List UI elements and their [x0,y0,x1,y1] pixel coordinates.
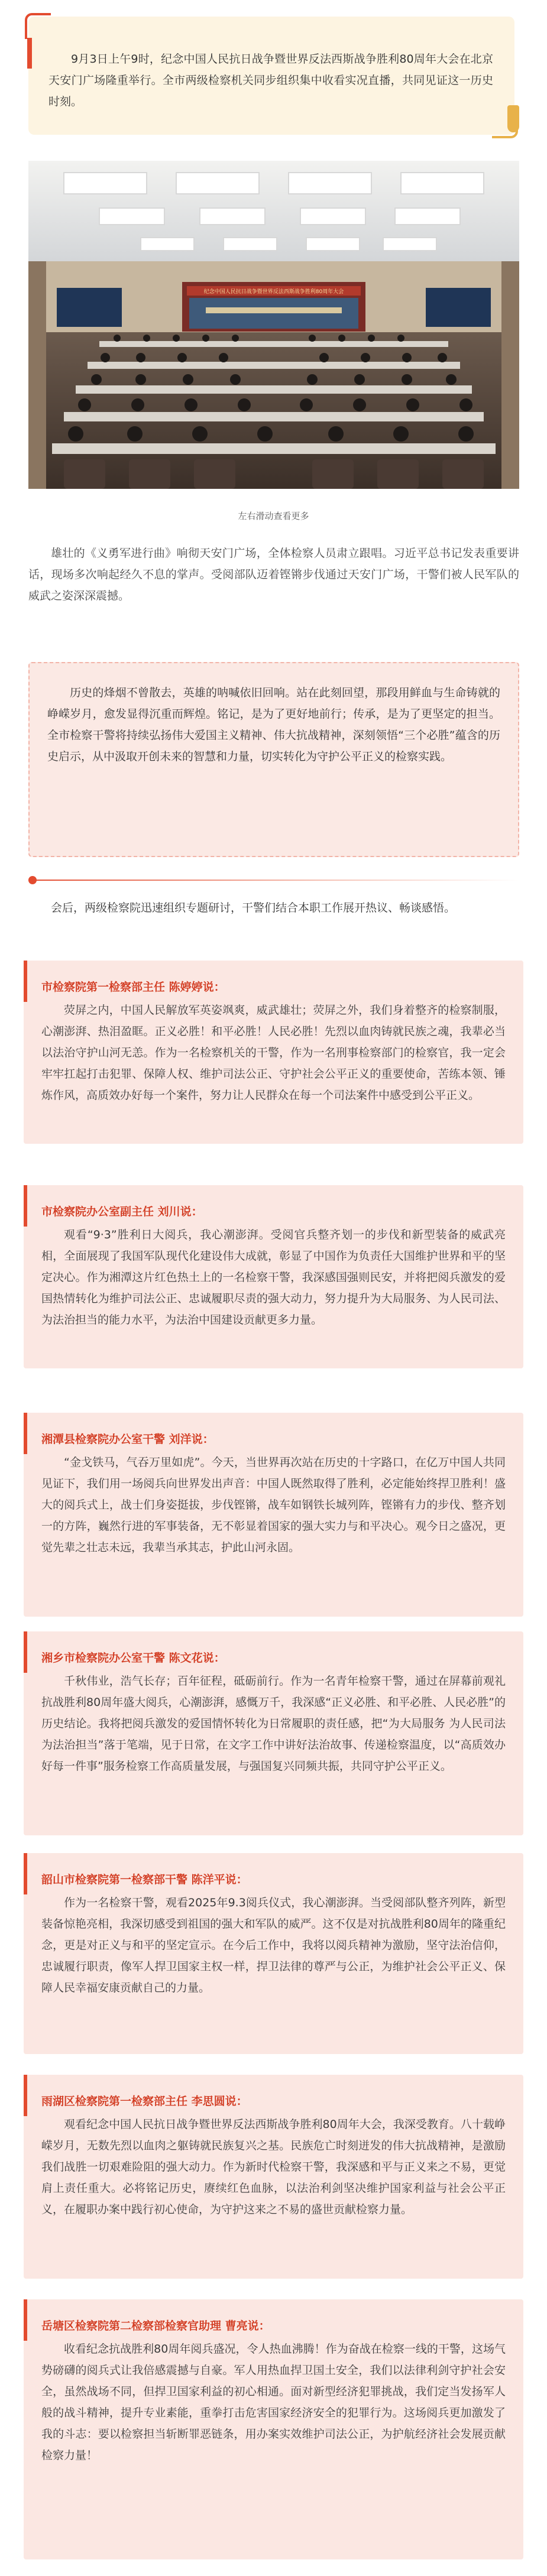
speaker-text: 荧屏之内，中国人民解放军英姿飒爽，威武雄壮；荧屏之外，我们身着整齐的检察制服，心潮澎湃、热泪盈眶。正义必胜！和平必胜！人民必胜！先烈以血肉铸就民族之魂，我辈必当以法治守护山河无恙。作为一名检察机关的干警，作为一名刑事检察部门的检察官，我一定会牢牢扛起打击犯罪、保障人权、维护司法公正、守护社会公平正义的重要使命，苦练本领、锤炼作风，高质效办好每一个案件，努力让人民群众在每一个司法案件中感受到公平正义。 [41,1004,506,1102]
speaker-text: “金戈铁马，气吞万里如虎”。今天，当世界再次站在历史的十字路口，在亿万中国人共同见证下，我们用一场阅兵向世界发出声音：中国人既然取得了胜利，必定能始终捍卫胜利！盛大的阅兵式上，战士们身姿挺拔，步伐铿锵，战车如钢铁长城列阵，铿锵有力的步伐、整齐划一的方阵，巍然行进的军事装备，无不彰显着国家的强大实力与和平决心。观今日之盛况，更觉先辈之壮志未远，我辈当承其志，护此山河永固。 [41,1456,506,1554]
intro-text: 9月3日上午9时，纪念中国人民抗日战争暨世界反法西斯战争胜利80周年大会在北京天安门广场隆重举行。全市两级检察机关同步组织集中收看实况直播，共同见证这一历史时刻。 [48,53,493,108]
speaker-text: 观看纪念中国人民抗日战争暨世界反法西斯战争胜利80周年大会，我深受教育。八十载峥嵘岁月，无数先烈以血肉之躯铸就民族复兴之基。民族危亡时刻迸发的伟大抗战精神，是激励我们战胜一切艰难险阻的强大动力。作为新时代检察干警，我深感和平与正义来之不易，更觉肩上责任重大。必将铭记历史，赓续红色血脉，以法治利剑坚决维护国家利益与社会公平正义，在履职办案中践行初心使命，为守护这来之不易的盛世贡献检察力量。 [41,2118,506,2216]
decorative-corner [492,112,518,138]
speaker-title: 市检察院办公室副主任 刘川说： [41,1205,203,1218]
after-meeting-text: 会后，两级检察院迅速组织专题研讨，干警们结合本职工作展开热议、畅谈感悟。 [51,901,456,914]
speaker-card [24,2075,523,2279]
speaker-card [24,1185,523,1368]
speaker-text: 千秋伟业，浩气长存；百年征程，砥砺前行。作为一名青年检察干警，通过在屏幕前观礼抗战胜利80周年盛大阅兵，心潮澎湃，感慨万千，我深感“正义必胜、和平必胜、人民必胜”的历史结论。我将把阅兵激发的爱国情怀转化为日常履职的责任感，把“为大局服务 为人民司法 为法治担当”落于笔端，见于日常，在文字工作中讲好法治故事、传递检察温度，以“高质效办好每一件事”服务检察工作高质量发展，与强国复兴同频共振，共同守护公平正义。 [41,1675,506,1773]
after-meeting-paragraph [28,897,519,919]
divider-dot [28,876,37,884]
screen-banner: 纪念中国人民抗日战争暨世界反法西斯战争胜利80周年大会 [203,289,344,295]
speaker-card [24,961,523,1144]
speaker-title: 韶山市检察院第一检察部干警 陈洋平说： [41,1873,248,1886]
speaker-title: 岳塘区检察院第二检察部检察官助理 曹亮说： [41,2319,270,2332]
meeting-photo[interactable] [28,161,519,489]
anthem-paragraph [28,543,519,606]
photo-caption: 左右滑动查看更多 [238,511,309,521]
speaker-title: 雨湖区检察院第一检察部主任 李思圆说： [41,2095,248,2108]
speaker-card [24,2299,523,2559]
speaker-title: 市检察院第一检察部主任 陈婷婷说： [41,981,225,994]
intro-card [28,17,514,135]
speaker-card [24,1631,523,1835]
speaker-card [24,1413,523,1617]
speaker-text: 收看纪念抗战胜利80周年阅兵盛况，令人热血沸腾！作为奋战在检察一线的干警，这场气势磅礴的阅兵式让我倍感震撼与自豪。军人用热血捍卫国土安全，我们以法律利剑守护社会安全，虽然战场不同，但捍卫国家利益的初心相通。面对新型经济犯罪挑战，我们定当发扬军人般的战斗精神，提升专业素能，重拳打击危害国家经济安全的犯罪行为。这场阅兵更加激发了我的斗志：要以检察担当斩断罪恶链条，用办案实效维护司法公正，为护航经济社会发展贡献检察力量！ [41,2343,506,2462]
decorative-corner [25,13,51,39]
speaker-text: 作为一名检察干警，观看2025年9.3阅兵仪式，我心潮澎湃。当受阅部队整齐列阵，新型装备惊艳亮相，我深切感受到祖国的强大和军队的威严。这不仅是对抗战胜利80周年的隆重纪念，更是对正义与和平的坚定宣示。在今后工作中，我将以阅兵精神为激励，坚守法治信仰，忠诚履行职责，像军人捍卫国家主权一样，捍卫法律的尊严与公正，为维护社会公平正义、保障人民幸福安康贡献自己的力量。 [41,1896,506,1994]
anthem-text: 雄壮的《义勇军进行曲》响彻天安门广场，全体检察人员肃立跟唱。习近平总书记发表重要讲话，现场多次响起经久不息的掌声。受阅部队迈着铿锵步伐通过天安门广场，干警们被人民军队的威武之姿深深震撼。 [28,547,519,602]
decorative-ribbon [27,38,32,69]
speaker-title: 湘潭县检察院办公室干警 刘洋说： [41,1433,214,1446]
speaker-card [24,1853,523,2054]
reflection-text: 历史的烽烟不曾散去，英雄的呐喊依旧回响。站在此刻回望，那段用鲜血与生命铸就的峥嵘岁月，愈发显得沉重而辉煌。铭记，是为了更好地前行；传承，是为了更坚定的担当。全市检察干警将持续弘扬伟大爱国主义精神、伟大抗战精神，深刻领悟“三个必胜”蕴含的历史启示，从中汲取开创未来的智慧和力量，切实转化为守护公平正义的检察实践。 [47,686,500,763]
section-divider [28,880,519,881]
meeting-room-illustration [28,161,519,489]
reflection-card [28,662,519,857]
speaker-title: 湘乡市检察院办公室干警 陈文花说： [41,1652,225,1665]
speaker-text: 观看“9·3”胜利日大阅兵，我心潮澎湃。受阅官兵整齐划一的步伐和新型装备的威武亮相，全面展现了我国军队现代化建设伟大成就，彰显了中国作为负责任大国维护世界和平的坚定决心。作为湘潭这片红色热土上的一名检察干警，我深感国强则民安，并将把阅兵激发的爱国热情转化为维护司法公正、忠诚履职尽责的强大动力，努力提升为大局服务、为人民司法、为法治担当的能力水平，为法治中国建设贡献更多力量。 [41,1228,506,1326]
